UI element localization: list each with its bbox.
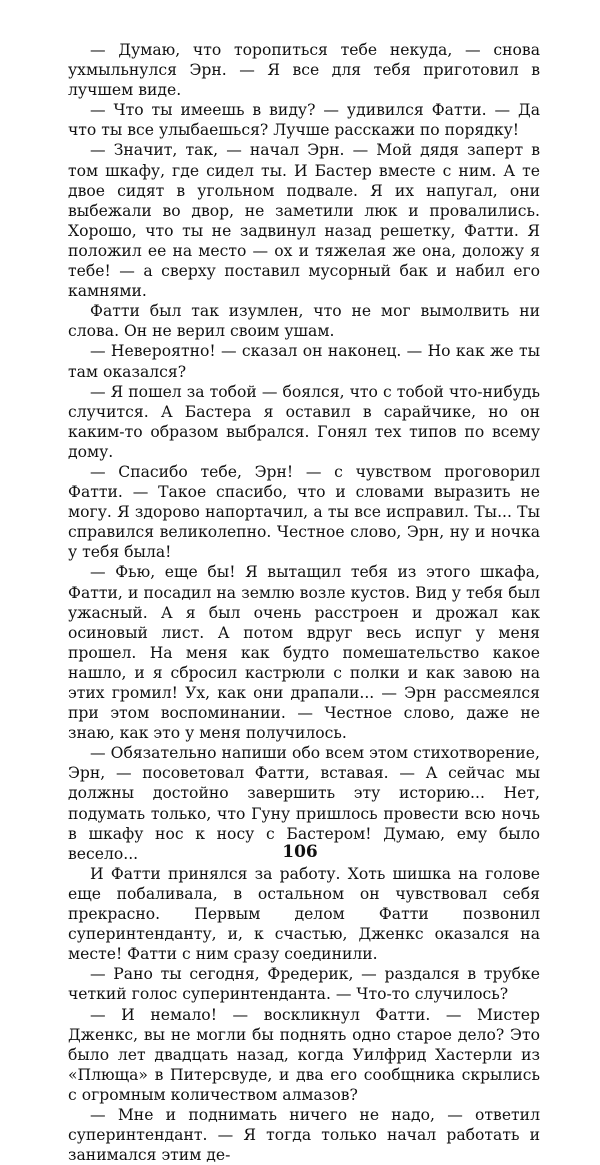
paragraph: — Невероятно! — сказал он наконец. — Но как же ты там оказался? (68, 342, 540, 381)
paragraph: — Думаю, что торопиться тебе некуда, — снова ухмыльнулся Эрн. — Я все для тебя приготовил в лучшем виде. (68, 41, 540, 100)
paragraph: — Обязательно напиши обо всем этом стихотворение, Эрн, — посоветовал Фатти, вставая. — А сейчас мы должны достойно завершить эту историю... Нет, подумать только, что Гуну пришлось провести всю ночь в шкафу нос к носу с Бастером! Думаю, ему было весело... (68, 744, 540, 863)
page-number: 106 (282, 842, 318, 862)
paragraph: — Я пошел за тобой — боялся, что с тобой что-нибудь случится. А Бастера я оставил в сарайчике, но он каким-то образом выбрался. Гонял тех типов по всему дому. (68, 382, 540, 461)
paragraph: — И немало! — воскликнул Фатти. — Мистер Дженкс, вы не могли бы поднять одно старое дело? Это было лет двадцать назад, когда Уилфрид Хастерли из «Плюща» в Питерсвуде, и два его сообщника скрылись с огромным количеством алмазов? (68, 1005, 540, 1104)
paragraph: — Что ты имеешь в виду? — удивился Фатти. — Да что ты все улыбаешься? Лучше расскажи по порядку! (68, 101, 540, 140)
paragraph: И Фатти принялся за работу. Хоть шишка на голове еще побаливала, в остальном он чувствовал себя прекрасно. Первым делом Фатти позвонил суперинтенданту, и, к счастью, Дженкс оказался на месте! Фатти с ним сразу соединили. (68, 864, 540, 964)
paragraph: — Фью, еще бы! Я вытащил тебя из этого шкафа, Фатти, и посадил на землю возле кустов. Вид у тебя был ужасный. А я был очень расстроен и дрожал как осиновый лист. А потом вдруг весь испуг у меня прошел. На меня как будто помешательство какое нашло, и я сбросил кастрюли с полки и как завою на этих громил! Ух, как они драпали... — Эрн рассмеялся при этом воспоминании. — Честное слово, даже не знаю, как это у меня получилось. (68, 563, 540, 743)
page-text (68, 40, 540, 1165)
paragraph: Фатти был так изумлен, что не мог вымолвить ни слова. Он не верил своим ушам. (68, 302, 540, 341)
paragraph: — Мне и поднимать ничего не надо, — ответил суперинтендант. — Я тогда только начал работать и занимался этим де- (68, 1105, 540, 1165)
paragraph: — Рано ты сегодня, Фредерик, — раздался в трубке четкий голос суперинтенданта. — Что-то случилось? (68, 965, 540, 1004)
paragraph: — Спасибо тебе, Эрн! — с чувством проговорил Фатти. — Такое спасибо, что и словами выразить не могу. Я здорово напортачил, а ты все исправил. Ты... Ты справился великолепно. Честное слово, Эрн, ну и ночка у тебя была! (68, 462, 540, 562)
paragraph: — Значит, так, — начал Эрн. — Мой дядя заперт в том шкафу, где сидел ты. И Бастер вместе с ним. А те двое сидят в угольном подвале. Я их напугал, они выбежали во двор, не заметили люк и провалились. Хорошо, что ты не задвинул назад решетку, Фатти. Я положил ее на место — ох и тяжелая же она, доложу я тебе! — а сверху поставил мусорный бак и набил его камнями. (68, 141, 540, 301)
